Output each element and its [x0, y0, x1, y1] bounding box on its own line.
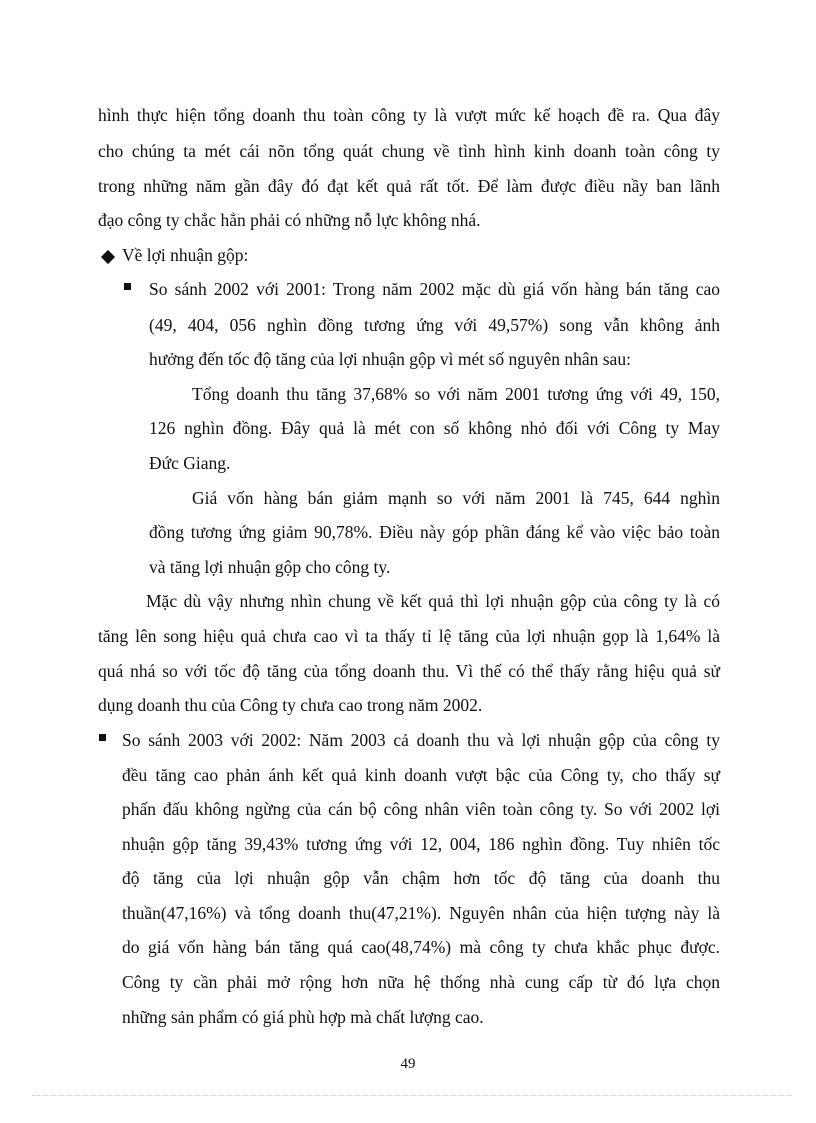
summary-line: quá nhá so với tốc độ tăng của tổng doanh thu. Vì thế có thể thấy rằng hiệu quả sử — [98, 661, 720, 681]
list-item-line: những sản phẩm có giá phù hợp mà chất lượng cao. — [122, 1007, 484, 1027]
page-bottom-rule — [32, 1095, 792, 1096]
list-item-line: nhuận gộp tăng 39,43% tương ứng với 12, 004, 186 nghìn đồng. Tuy nhiên tốc — [122, 834, 720, 854]
page-number: 49 — [400, 1056, 416, 1072]
list-item-line: đều tăng cao phản ánh kết quả kinh doanh vượt bậc của Công ty, cho thấy sự — [122, 765, 720, 785]
list-item-line: So sánh 2002 với 2001: Trong năm 2002 mặc dù giá vốn hàng bán tăng cao — [149, 279, 720, 299]
list-item-line: So sánh 2003 với 2002: Năm 2003 cả doanh thu và lợi nhuận gộp của công ty — [122, 730, 720, 750]
list-item-line: hưởng đến tốc độ tăng của lợi nhuận gộp vì mét số nguyên nhân sau: — [149, 349, 631, 369]
section-heading: Về lợi nhuận gộp: — [122, 245, 249, 265]
reason-line: Đức Giang. — [149, 453, 231, 473]
list-item-line: thuần(47,16%) và tổng doanh thu(47,21%). Nguyên nhân của hiện tượng này là — [122, 903, 720, 923]
paragraph-line: hình thực hiện tổng doanh thu toàn công ty là vượt mức kế hoạch đề ra. Qua đây — [98, 105, 720, 125]
summary-line: tăng lên song hiệu quả chưa cao vì ta thấy tỉ lệ tăng của lợi nhuận gọp là 1,64% là — [98, 626, 720, 646]
square-bullet-icon — [124, 283, 131, 290]
reason-line: 126 nghìn đồng. Đây quả là mét con số không nhỏ đối với Công ty May — [149, 418, 720, 438]
reason-line: đồng tương ứng giảm 90,78%. Điều này góp phần đáng kể vào việc bảo toàn — [149, 522, 720, 542]
reason-line: Tổng doanh thu tăng 37,68% so với năm 2001 tương ứng với 49, 150, — [192, 384, 720, 404]
list-item-line: độ tăng của lợi nhuận gộp vẫn chậm hơn tốc độ tăng của doanh thu — [122, 868, 720, 888]
paragraph-line: trong những năm gần đây đó đạt kết quả rất tốt. Để làm được điều nầy ban lãnh — [98, 176, 720, 196]
list-item-line: do giá vốn hàng bán tăng quá cao(48,74%) mà công ty chưa khắc phục được. — [122, 937, 720, 957]
reason-line: và tăng lợi nhuận gộp cho công ty. — [149, 557, 391, 577]
reason-line: Giá vốn hàng bán giảm mạnh so với năm 2001 là 745, 644 nghìn — [192, 488, 720, 508]
list-item-line: (49, 404, 056 nghìn đồng tương ứng với 49,57%) song vẫn không ảnh — [149, 315, 720, 335]
summary-line: Mặc dù vậy nhưng nhìn chung về kết quả thì lợi nhuận gộp của công ty là có — [146, 591, 720, 611]
list-item-line: phấn đấu không ngừng của cán bộ công nhân viên toàn công ty. So với 2002 lợi — [122, 799, 720, 819]
paragraph-line: cho chúng ta mét cái nõn tổng quát chung về tình hình kinh doanh toàn công ty — [98, 141, 720, 161]
summary-line: dụng doanh thu của Công ty chưa cao trong năm 2002. — [98, 695, 483, 715]
list-item-line: Công ty cần phải mở rộng hơn nữa hệ thống nhà cung cấp từ đó lựa chọn — [122, 972, 720, 992]
paragraph-line: đạo công ty chắc hẳn phải có những nỗ lực không nhá. — [98, 210, 481, 230]
diamond-bullet-icon — [101, 250, 115, 264]
square-bullet-icon — [99, 734, 106, 741]
